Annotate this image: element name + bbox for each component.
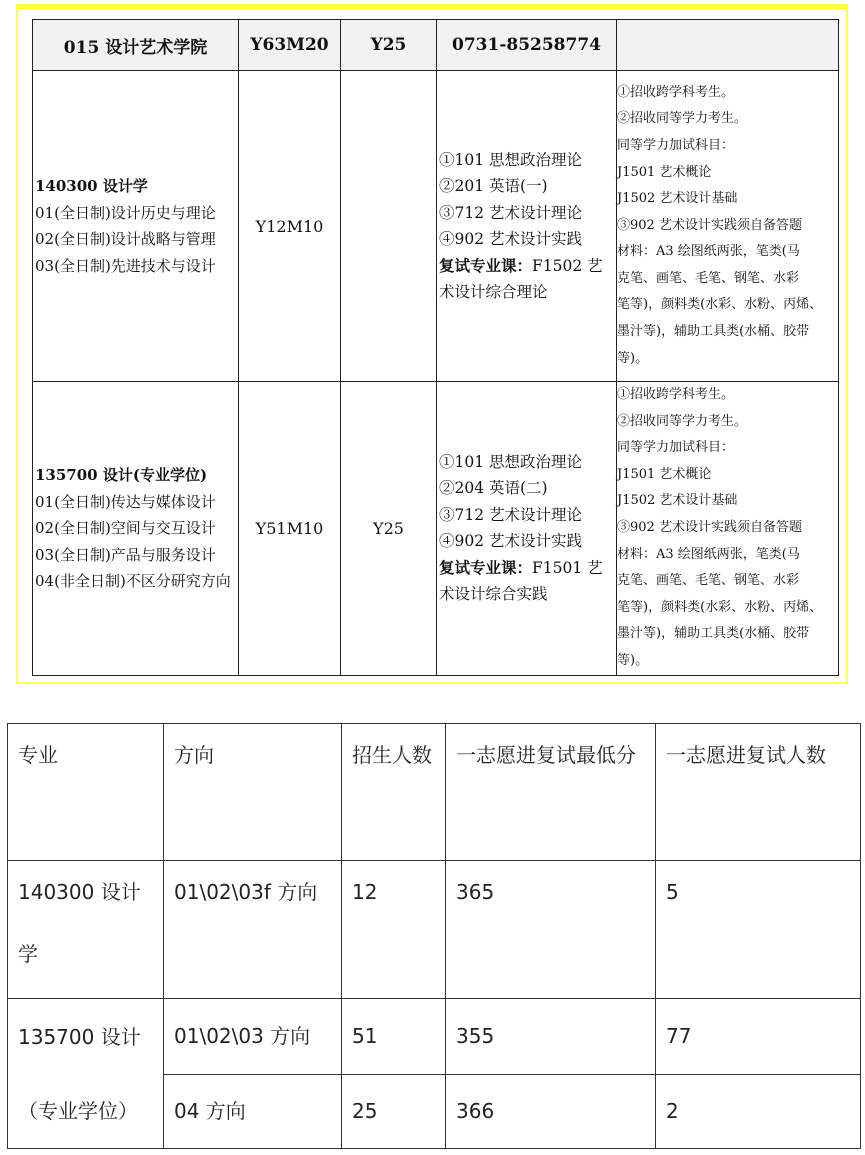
count-value: 2 [656, 1075, 861, 1149]
count-value: 5 [656, 861, 861, 999]
college-name: 015 设计艺术学院 [33, 20, 239, 71]
note-line: J1502 艺术设计基础 [617, 191, 738, 207]
note-line: ③902 艺术设计实践须自备答题 [617, 519, 802, 535]
direction-item: 02(全日制)设计战略与管理 [35, 230, 216, 248]
note-line: 墨汁等)，辅助工具类(水桶、胶带 [617, 324, 810, 340]
plan-count: Y51M10 [239, 382, 341, 676]
retest-label: 复试专业课： [439, 557, 533, 577]
note-line: 同等学力加试科目： [617, 440, 735, 456]
quota-value: 12 [342, 861, 446, 999]
notes-cell [617, 382, 839, 676]
table-header-row [8, 724, 861, 861]
note-line: ②招收同等学力考生。 [617, 413, 748, 429]
direction-item: 02(全日制)空间与交互设计 [35, 519, 216, 538]
direction-item: 04(非全日制)不区分研究方向 [35, 572, 231, 591]
enrollment-plan-table [32, 19, 839, 676]
direction-item: 01(全日制)传达与媒体设计 [35, 492, 216, 511]
note-line: 墨汁等)，辅助工具类(水桶、胶带 [617, 626, 810, 642]
exam-subject: ③712 艺术设计理论 [439, 505, 583, 524]
exam-subject: ④902 艺术设计实践 [439, 532, 583, 551]
direction-name: 01\02\03 方向 [164, 999, 342, 1075]
note-line: 笔等)，颜料类(水彩、水粉、丙烯、 [617, 599, 823, 615]
total-plan: Y63M20 [239, 20, 341, 71]
exam-subjects-cell [437, 382, 617, 676]
note-line: ③902 艺术设计实践须自备答题 [617, 217, 802, 233]
major-code: 140300 设计学 [35, 177, 148, 195]
major-row [33, 71, 839, 382]
header-direction: 方向 [164, 724, 342, 861]
retest-course [439, 253, 616, 306]
major-cell [33, 71, 239, 382]
retest-score-table [7, 723, 861, 1149]
min-score-value: 366 [446, 1075, 656, 1149]
min-score-value: 355 [446, 999, 656, 1075]
exam-subject: ③712 艺术设计理论 [439, 203, 583, 222]
notes-cell [617, 71, 839, 382]
header-quota: 招生人数 [342, 724, 446, 861]
retest-label: 复试专业课： [439, 255, 533, 275]
direction-name: 04 方向 [164, 1075, 342, 1149]
note-line: 材料：A3 绘图纸两张，笔类(马 [617, 546, 800, 562]
recommend-cell [341, 71, 437, 382]
note-line: ①招收跨学科考生。 [617, 84, 735, 100]
college-header-row [33, 20, 839, 71]
direction-item: 03(全日制)先进技术与设计 [35, 256, 216, 275]
count-value: 77 [656, 999, 861, 1075]
major-row [33, 382, 839, 676]
table-row [8, 861, 861, 999]
table-row [8, 999, 861, 1075]
contact-phone: 0731-85258774 [437, 20, 617, 71]
note-line: 等)。 [617, 350, 649, 366]
exam-subjects-cell [437, 71, 617, 382]
major-name: 140300 设计学 [8, 861, 164, 999]
header-major: 专业 [8, 724, 164, 861]
plan-count: Y12M10 [239, 71, 341, 382]
exam-subject: ②201 英语(一) [439, 177, 548, 195]
header-count: 一志愿进复试人数 [656, 724, 861, 861]
recommend-count: Y25 [341, 20, 437, 71]
major-name: 135700 设计（专业学位） [8, 999, 164, 1149]
exam-subject: ②204 英语(二) [439, 479, 548, 498]
quota-value: 51 [342, 999, 446, 1075]
quota-value: 25 [342, 1075, 446, 1149]
exam-subject: ④902 艺术设计实践 [439, 230, 583, 248]
note-line: 克笔、画笔、毛笔、钢笔、水彩 [617, 270, 800, 286]
retest-course-name: F1501 艺术设计综合实践 [439, 558, 603, 604]
min-score-value: 365 [446, 861, 656, 999]
retest-course [439, 555, 616, 608]
note-line: 材料：A3 绘图纸两张，笔类(马 [617, 244, 800, 260]
exam-subject: ①101 思想政治理论 [439, 150, 583, 169]
direction-name: 01\02\03f 方向 [164, 861, 342, 999]
recommend-cell: Y25 [341, 382, 437, 676]
note-line: J1501 艺术概论 [617, 466, 712, 482]
note-line: 同等学力加试科目： [617, 137, 735, 153]
retest-course-name: F1502 艺术设计综合理论 [439, 256, 603, 301]
note-line: J1502 艺术设计基础 [617, 493, 738, 509]
note-line: 笔等)，颜料类(水彩、水粉、丙烯、 [617, 297, 823, 313]
major-code: 135700 设计(专业学位) [35, 466, 208, 485]
enrollment-plan-image [16, 4, 848, 684]
direction-item: 01(全日制)设计历史与理论 [35, 203, 216, 222]
note-line: J1501 艺术概论 [617, 164, 712, 180]
note-line: ②招收同等学力考生。 [617, 111, 748, 127]
exam-subject: ①101 思想政治理论 [439, 452, 583, 471]
note-line: ①招收跨学科考生。 [617, 387, 735, 402]
note-line: 等)。 [617, 652, 649, 668]
header-notes-cell [617, 20, 839, 71]
note-line: 克笔、画笔、毛笔、钢笔、水彩 [617, 573, 800, 589]
major-cell [33, 382, 239, 676]
direction-item: 03(全日制)产品与服务设计 [35, 545, 216, 564]
header-min-score: 一志愿进复试最低分 [446, 724, 656, 861]
